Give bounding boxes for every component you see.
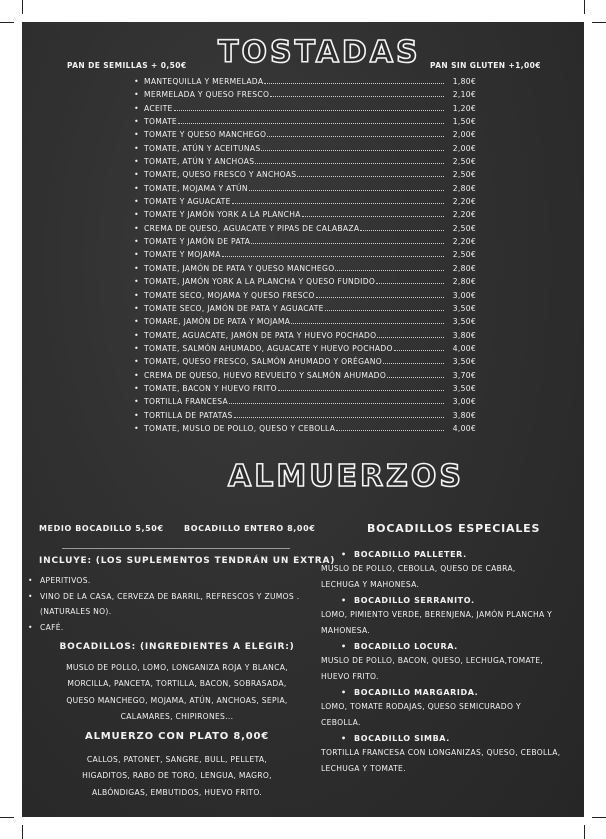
menu-item: [134, 117, 476, 130]
menu-item-name: ACEITE: [144, 103, 173, 113]
menu-item-price: 2,00€: [452, 130, 476, 140]
crop-mark: [22, 0, 23, 14]
menu-item: [134, 424, 476, 437]
menu-item-name: TOMATE, QUESO FRESCO Y ANCHOAS: [144, 170, 297, 180]
especial-item: [321, 547, 583, 592]
menu-item: [134, 304, 476, 317]
bullet: •: [28, 622, 33, 632]
bocadillo-entero-price: BOCADILLO ENTERO 8,00€: [184, 524, 316, 533]
bullet: •: [134, 210, 140, 220]
bullet: •: [341, 687, 347, 697]
menu-item-price: 3,70€: [452, 370, 476, 380]
especial-name: [321, 547, 583, 561]
medio-bocadillo-price: MEDIO BOCADILLO 5,50€: [39, 524, 164, 533]
menu-item: [134, 157, 476, 170]
menu-item-name: TOMATE Y QUESO MANCHEGO: [144, 130, 267, 140]
bocadillos-title: BOCADILLOS: (INGREDIENTES A ELEGIR:): [59, 642, 295, 652]
menu-item-price: 1,50€: [452, 117, 476, 127]
dot-leader: [394, 350, 444, 351]
menu-item-name: TOMATE, MUSLO DE POLLO, QUESO Y CEBOLLA: [144, 423, 336, 433]
menu-item-name: CREMA DE QUESO, HUEVO REVUELTO Y SALMÓN AHUMADO: [144, 370, 387, 380]
especial-name-text: BOCADILLO LOCURA.: [354, 641, 458, 651]
menu-item-name: TOMATE, ATÚN Y ACEITUNAS: [144, 143, 261, 153]
especial-description: CEBOLLA.: [321, 717, 361, 727]
especial-description: HUEVO FRITO.: [321, 671, 379, 681]
bullet: •: [28, 576, 33, 585]
menu-item-price: 3,50€: [452, 383, 476, 393]
menu-item-name: TOMATE, AGUACATE, JAMÓN DE PATA Y HUEVO POCHADO: [144, 330, 377, 340]
menu-item-price: 2,20€: [452, 237, 476, 247]
bullet: •: [341, 641, 347, 651]
bullet: •: [134, 277, 140, 287]
especial-name: [321, 685, 583, 699]
incluye-item: [28, 620, 328, 636]
menu-item: [134, 224, 476, 237]
dot-leader: [270, 96, 444, 97]
dot-leader: [387, 377, 444, 378]
menu-item-name: MERMELADA Y QUESO FRESCO: [144, 90, 270, 100]
especiales-title: BOCADILLOS ESPECIALES: [367, 522, 541, 535]
dot-leader: [267, 136, 444, 137]
dot-leader: [336, 430, 444, 431]
menu-item-price: 3,50€: [452, 303, 476, 313]
bullet: •: [134, 317, 140, 327]
dot-leader: [302, 216, 444, 217]
bullet: •: [341, 549, 347, 559]
especial-item: [321, 685, 583, 730]
menu-item-price: 3,80€: [452, 330, 476, 340]
menu-item-price: 1,20€: [452, 103, 476, 113]
especial-description: LOMO, TOMATE RODAJAS, QUESO SEMICURADO Y: [321, 702, 521, 711]
crop-mark: [0, 817, 14, 818]
crop-mark: [0, 22, 14, 23]
incluye-title: INCLUYE: (LOS SUPLEMENTOS TENDRÁN UN EXTRA): [39, 556, 336, 566]
bullet: •: [134, 130, 140, 140]
menu-item: [134, 344, 476, 357]
menu-item-name: TOMATE Y JAMÓN DE PATA: [144, 237, 251, 247]
bullet: •: [134, 170, 140, 180]
bullet: •: [341, 733, 347, 743]
menu-item: [134, 384, 476, 397]
dish-line: CALLOS, PATONET, SANGRE, BULL, PELLETA,: [86, 755, 268, 764]
bullet: •: [134, 77, 140, 86]
menu-item-name: TOMARE, JAMÓN DE PATA Y MOJAMA: [144, 317, 291, 327]
dot-leader: [316, 297, 444, 298]
bullet: •: [134, 357, 140, 367]
menu-item: [134, 291, 476, 304]
especial-name: [321, 593, 583, 607]
bullet: •: [28, 591, 33, 601]
menu-item: [134, 210, 476, 223]
menu-item: [134, 411, 476, 424]
dish-line: HIGADITOS, RABO DE TORO, LENGUA, MAGRO,: [82, 771, 272, 781]
especial-item: [321, 593, 583, 638]
menu-item-name: TOMATE Y JAMÓN YORK A LA PLANCHA: [144, 210, 301, 220]
bullet: •: [134, 290, 140, 300]
ingredient-line: MUSLO DE POLLO, LOMO, LONGANIZA ROJA Y BLANCA,: [66, 663, 288, 672]
dot-leader: [178, 123, 444, 124]
dot-leader: [222, 256, 444, 257]
menu-item-name: TOMATE Y AGUACATE: [144, 197, 231, 207]
menu-item: [134, 184, 476, 197]
menu-item-price: 2,10€: [452, 90, 476, 100]
menu-item-price: 4,00€: [452, 423, 476, 433]
menu-item: [134, 104, 476, 117]
menu-item-price: 2,20€: [452, 197, 476, 207]
crop-mark: [22, 825, 23, 839]
especial-description: TORTILLA FRANCESA CON LONGANIZAS, QUESO, CEBOLLA,: [321, 748, 561, 757]
menu-item-name: TOMATE SECO, MOJAMA Y QUESO FRESCO: [144, 290, 315, 300]
menu-item: [134, 130, 476, 143]
dot-leader: [255, 163, 444, 164]
dot-leader: [325, 310, 444, 311]
especial-description: MAHONESA.: [321, 625, 371, 635]
menu-item: [134, 170, 476, 183]
bullet: •: [134, 90, 140, 100]
menu-item-price: 3,50€: [452, 357, 476, 367]
incluye-list: [28, 573, 328, 635]
dot-leader: [360, 230, 444, 231]
menu-item-price: 4,00€: [452, 343, 476, 353]
menu-item: [134, 237, 476, 250]
incluye-item-text: CAFÉ.: [40, 622, 64, 632]
dot-leader: [174, 110, 444, 111]
dish-line: ALBÓNDIGAS, EMBUTIDOS, HUEVO FRITO.: [91, 787, 263, 797]
menu-item: [134, 264, 476, 277]
menu-item-name: TOMATE, BACON Y HUEVO FRITO: [144, 383, 277, 393]
incluye-item-continuation: (NATURALES NO).: [40, 607, 112, 616]
dot-leader: [376, 283, 444, 284]
menu-item-price: 2,80€: [452, 277, 476, 287]
bullet: •: [134, 330, 140, 340]
menu-item: [134, 397, 476, 410]
ingredient-line: CALAMARES, CHIPIRONES...: [120, 712, 234, 722]
menu-item-price: 3,00€: [452, 397, 476, 407]
menu-item: [134, 144, 476, 157]
dot-leader: [261, 150, 444, 151]
menu-item-price: 1,80€: [452, 77, 476, 86]
tostadas-list: [134, 77, 476, 437]
menu-item-price: 2,20€: [452, 210, 476, 220]
crop-mark: [592, 22, 606, 23]
bullet: •: [134, 370, 140, 380]
ingredient-line: QUESO MANCHEGO, MOJAMA, ATÚN, ANCHOAS, SEPIA,: [66, 695, 288, 705]
menu-item-name: TOMATE, MOJAMA Y ATÚN: [144, 183, 248, 193]
menu-item-price: 3,50€: [452, 317, 476, 327]
bullet: •: [134, 103, 140, 113]
dot-leader: [278, 390, 444, 391]
almuerzo-plato-title: ALMUERZO CON PLATO 8,00€: [85, 731, 269, 742]
menu-item-name: TOMATE: [144, 117, 178, 127]
menu-item-price: 2,80€: [452, 183, 476, 193]
chalkboard-menu: [22, 22, 584, 817]
bullet: •: [134, 250, 140, 260]
dot-leader: [232, 203, 444, 204]
menu-item-price: 2,80€: [452, 263, 476, 273]
menu-item-name: TORTILLA DE PATATAS: [144, 410, 233, 420]
dot-leader: [264, 83, 444, 84]
dot-leader: [234, 417, 444, 418]
menu-item-price: 3,00€: [452, 290, 476, 300]
menu-item-name: MANTEQUILLA Y MERMELADA: [144, 77, 264, 86]
bullet: •: [134, 343, 140, 353]
bocadillos-ingredients: [42, 660, 312, 726]
especial-description: MUSLO DE POLLO, CEBOLLA, QUESO DE CABRA,: [321, 564, 516, 573]
menu-item-name: TOMATE Y MOJAMA: [144, 250, 221, 260]
incluye-item-text: VINO DE LA CASA, CERVEZA DE BARRIL, REFRESCOS Y ZUMOS .: [40, 591, 300, 601]
menu-item-price: 2,50€: [452, 223, 476, 233]
dot-leader: [377, 337, 444, 338]
menu-item-name: TOMATE, JAMÓN DE PATA Y QUESO MANCHEGO: [144, 263, 335, 273]
dot-leader: [229, 403, 444, 404]
crop-mark: [592, 817, 606, 818]
incluye-item-text: APERITIVOS.: [40, 576, 91, 585]
menu-item: [134, 331, 476, 344]
especial-description: LOMO, PIMIENTO VERDE, BERENJENA, JAMÓN PLANCHA Y: [321, 610, 553, 619]
dot-leader: [249, 190, 444, 191]
almuerzos-title: ALMUERZOS: [228, 459, 465, 494]
especial-name-text: BOCADILLO PALLETER.: [354, 549, 467, 559]
bullet: •: [134, 383, 140, 393]
especial-name: [321, 639, 583, 653]
menu-item-price: 2,50€: [452, 157, 476, 167]
menu-item: [134, 77, 476, 90]
bullet: •: [134, 237, 140, 247]
bullet: •: [134, 117, 140, 127]
bullet: •: [134, 197, 140, 207]
divider: [62, 548, 290, 549]
crop-mark: [584, 825, 585, 839]
bullet: •: [134, 397, 140, 407]
menu-item-name: TORTILLA FRANCESA: [144, 397, 229, 407]
menu-item: [134, 357, 476, 370]
menu-item-price: 2,00€: [452, 143, 476, 153]
menu-item-price: 3,80€: [452, 410, 476, 420]
menu-item-name: TOMATE, SALMÓN AHUMADO, AGUACATE Y HUEVO POCHADO: [144, 343, 393, 353]
menu-item-price: 2,50€: [452, 170, 476, 180]
supplement-seeds-bread: PAN DE SEMILLAS + 0,50€: [67, 61, 187, 70]
bullet: •: [134, 223, 140, 233]
incluye-item: [28, 573, 328, 589]
menu-item: [134, 317, 476, 330]
crop-mark: [584, 0, 585, 14]
bullet: •: [134, 263, 140, 273]
dot-leader: [291, 323, 444, 324]
especial-item: [321, 639, 583, 684]
menu-item-name: TOMATE, ATÚN Y ANCHOAS: [144, 157, 255, 167]
especial-description: LECHUGA Y MAHONESA.: [321, 579, 420, 589]
menu-item: [134, 90, 476, 103]
dot-leader: [383, 363, 444, 364]
supplement-gluten-free: PAN SIN GLUTEN +1,00€: [430, 61, 541, 70]
dot-leader: [335, 270, 444, 271]
menu-item-name: TOMATE, JAMÓN YORK A LA PLANCHA Y QUESO FUNDIDO: [144, 277, 376, 287]
ingredient-line: MORCILLA, PANCETA, TORTILLA, BACON, SOBRASADA,: [67, 679, 287, 689]
dot-leader: [297, 176, 444, 177]
dot-leader: [251, 243, 444, 244]
incluye-item: [28, 589, 328, 605]
especial-name-text: BOCADILLO MARGARIDA.: [354, 687, 479, 697]
menu-item: [134, 197, 476, 210]
menu-item-name: TOMATE, QUESO FRESCO, SALMÓN AHUMADO Y ORÉGANO: [144, 357, 383, 367]
especial-name-text: BOCADILLO SIMBA.: [354, 733, 450, 743]
menu-item-name: TOMATE SECO, JAMÓN DE PATA Y AGUACATE: [144, 303, 324, 313]
bullet: •: [134, 303, 140, 313]
especial-name-text: BOCADILLO SERRANITO.: [354, 595, 475, 605]
especial-item: [321, 731, 583, 776]
menu-item: [134, 277, 476, 290]
menu-item: [134, 250, 476, 263]
menu-item-name: CREMA DE QUESO, AGUACATE Y PIPAS DE CALABAZA: [144, 223, 360, 233]
almuerzo-plato-dishes: [42, 752, 312, 801]
bullet: •: [134, 410, 140, 420]
bullet: •: [134, 157, 140, 167]
tostadas-title: TOSTADAS: [218, 35, 421, 70]
especial-name: [321, 731, 583, 745]
bullet: •: [341, 595, 347, 605]
bullet: •: [134, 143, 140, 153]
bullet: •: [134, 423, 140, 433]
especial-description: MUSLO DE POLLO, BACON, QUESO, LECHUGA,TOMATE,: [321, 656, 544, 665]
bullet: •: [134, 183, 140, 193]
menu-item: [134, 371, 476, 384]
menu-item-price: 2,50€: [452, 250, 476, 260]
especial-description: LECHUGA Y TOMATE.: [321, 763, 406, 773]
